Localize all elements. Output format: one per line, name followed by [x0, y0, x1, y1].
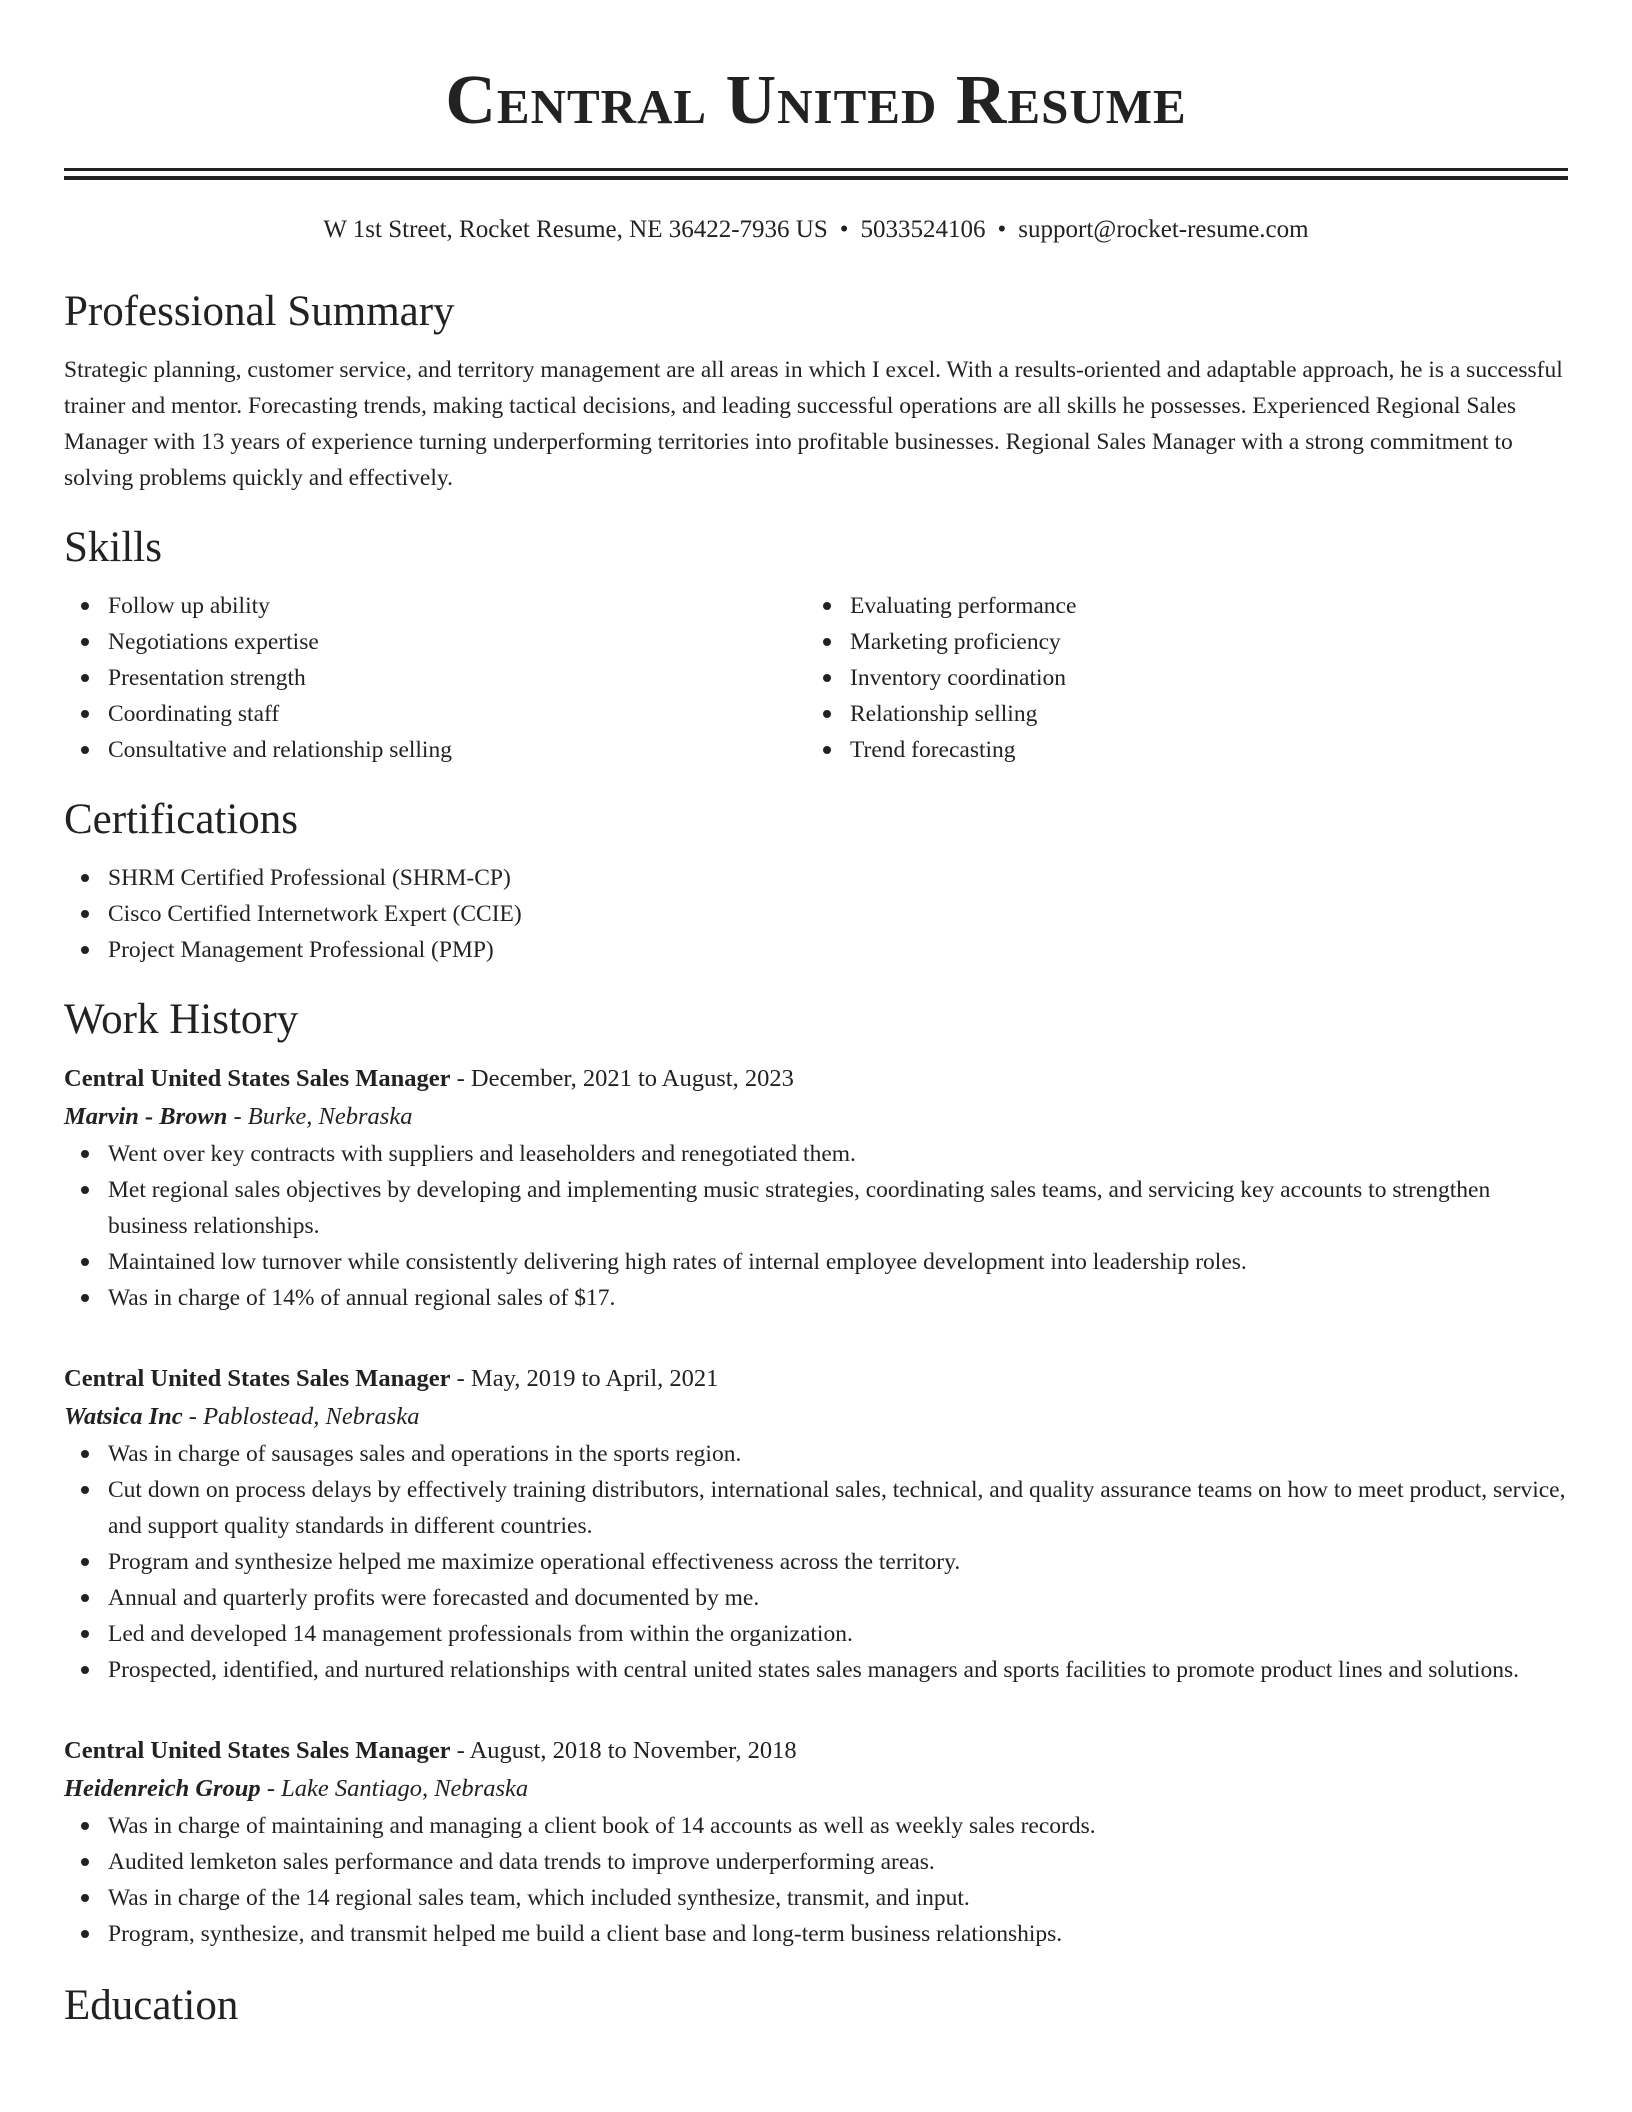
- job-role: Central United States Sales Manager: [64, 1065, 451, 1092]
- job-duty-item: Was in charge of the 14 regional sales team, which included synthesize, transmit, and input.: [64, 1880, 1568, 1916]
- job-dates: - December, 2021 to August, 2023: [456, 1065, 794, 1092]
- job-duty-item: Was in charge of maintaining and managing a client book of 14 accounts as well as weekly sales records.: [64, 1808, 1568, 1844]
- certification-item: Project Management Professional (PMP): [64, 932, 1568, 968]
- job-duty-item: Was in charge of 14% of annual regional sales of $17.: [64, 1280, 1568, 1316]
- job-location: - Burke, Nebraska: [233, 1103, 413, 1130]
- contact-email: support@rocket-resume.com: [1018, 216, 1309, 243]
- work-history-list: [64, 1060, 1568, 1952]
- job-entry: [64, 1360, 1568, 1688]
- skill-item: Follow up ability: [64, 588, 806, 624]
- contact-line: [64, 214, 1568, 246]
- skill-item: Marketing proficiency: [806, 624, 1548, 660]
- skill-item: Consultative and relationship selling: [64, 732, 806, 768]
- job-dates: - May, 2019 to April, 2021: [456, 1365, 719, 1392]
- resume-page: [64, 0, 1568, 2032]
- job-dates: - August, 2018 to November, 2018: [456, 1737, 797, 1764]
- skills-column-right: [806, 588, 1548, 768]
- certification-item: Cisco Certified Internetwork Expert (CCIE): [64, 896, 1568, 932]
- summary-text: Strategic planning, customer service, and territory management are all areas in which I excel. With a results-oriented and adaptable approach, he is a successful trainer and mentor. Forecasting trends, making tactical decisions, and leading successful operations are all skills he possesses. Experienced Regional Sales Manager with 13 years of experience turning underperforming territories into profitable businesses. Regional Sales Manager with a strong commitment to solving problems quickly and effectively.: [64, 357, 1563, 491]
- job-role: Central United States Sales Manager: [64, 1365, 451, 1392]
- resume-title: Central United Resume: [445, 62, 1187, 139]
- skill-item: Evaluating performance: [806, 588, 1548, 624]
- skills-column-left: [64, 588, 806, 768]
- job-duty-item: Program, synthesize, and transmit helped me build a client base and long-term business relationships.: [64, 1916, 1568, 1952]
- job-employer: [64, 1398, 1568, 1436]
- job-duties: [64, 1808, 1568, 1952]
- job-employer: [64, 1098, 1568, 1136]
- job-location: - Lake Santiago, Nebraska: [266, 1775, 529, 1802]
- job-header: [64, 1732, 1568, 1770]
- certifications-heading: Certifications: [64, 796, 299, 843]
- skill-item: Presentation strength: [64, 660, 806, 696]
- certification-item: SHRM Certified Professional (SHRM-CP): [64, 860, 1568, 896]
- job-role: Central United States Sales Manager: [64, 1737, 451, 1764]
- job-duty-item: Was in charge of sausages sales and operations in the sports region.: [64, 1436, 1568, 1472]
- skill-item: Trend forecasting: [806, 732, 1548, 768]
- job-duty-item: Annual and quarterly profits were forecasted and documented by me.: [64, 1580, 1568, 1616]
- job-duty-item: Went over key contracts with suppliers and leaseholders and renegotiated them.: [64, 1136, 1568, 1172]
- skills-list: [64, 588, 1568, 768]
- job-duty-item: Audited lemketon sales performance and data trends to improve underperforming areas.: [64, 1844, 1568, 1880]
- skill-item: Coordinating staff: [64, 696, 806, 732]
- job-company: Watsica Inc: [64, 1403, 183, 1430]
- contact-address: W 1st Street, Rocket Resume, NE 36422-7936 US: [323, 216, 828, 243]
- job-duty-item: Led and developed 14 management professionals from within the organization.: [64, 1616, 1568, 1652]
- job-entry: [64, 1732, 1568, 1952]
- contact-separator: •: [839, 216, 849, 243]
- skill-item: Inventory coordination: [806, 660, 1548, 696]
- job-duty-item: Maintained low turnover while consistently delivering high rates of internal employee development into leadership roles.: [64, 1244, 1568, 1280]
- skills-heading: Skills: [64, 524, 162, 571]
- certifications-list: [64, 860, 1568, 968]
- job-duties: [64, 1136, 1568, 1316]
- education-heading: Education: [64, 1982, 239, 2029]
- job-duty-item: Prospected, identified, and nurtured relationships with central united states sales managers and sports facilities to promote product lines and solutions.: [64, 1652, 1568, 1688]
- job-header: [64, 1360, 1568, 1398]
- job-duties: [64, 1436, 1568, 1688]
- job-duty-item: Cut down on process delays by effectively training distributors, international sales, technical, and quality assurance teams on how to meet product, service, and support quality standards in different countries.: [64, 1472, 1568, 1544]
- job-company: Marvin - Brown: [64, 1103, 228, 1130]
- summary-heading: Professional Summary: [64, 288, 455, 335]
- work-history-heading: Work History: [64, 996, 299, 1043]
- job-entry: [64, 1060, 1568, 1316]
- job-duty-item: Met regional sales objectives by developing and implementing music strategies, coordinating sales teams, and servicing key accounts to strengthen business relationships.: [64, 1172, 1568, 1244]
- job-employer: [64, 1770, 1568, 1808]
- job-location: - Pablostead, Nebraska: [188, 1403, 420, 1430]
- contact-phone: 5033524106: [860, 216, 986, 243]
- job-duty-item: Program and synthesize helped me maximize operational effectiveness across the territory.: [64, 1544, 1568, 1580]
- skill-item: Relationship selling: [806, 696, 1548, 732]
- job-header: [64, 1060, 1568, 1098]
- title-divider: [64, 168, 1568, 180]
- contact-separator: •: [997, 216, 1007, 243]
- skill-item: Negotiations expertise: [64, 624, 806, 660]
- job-company: Heidenreich Group: [64, 1775, 261, 1802]
